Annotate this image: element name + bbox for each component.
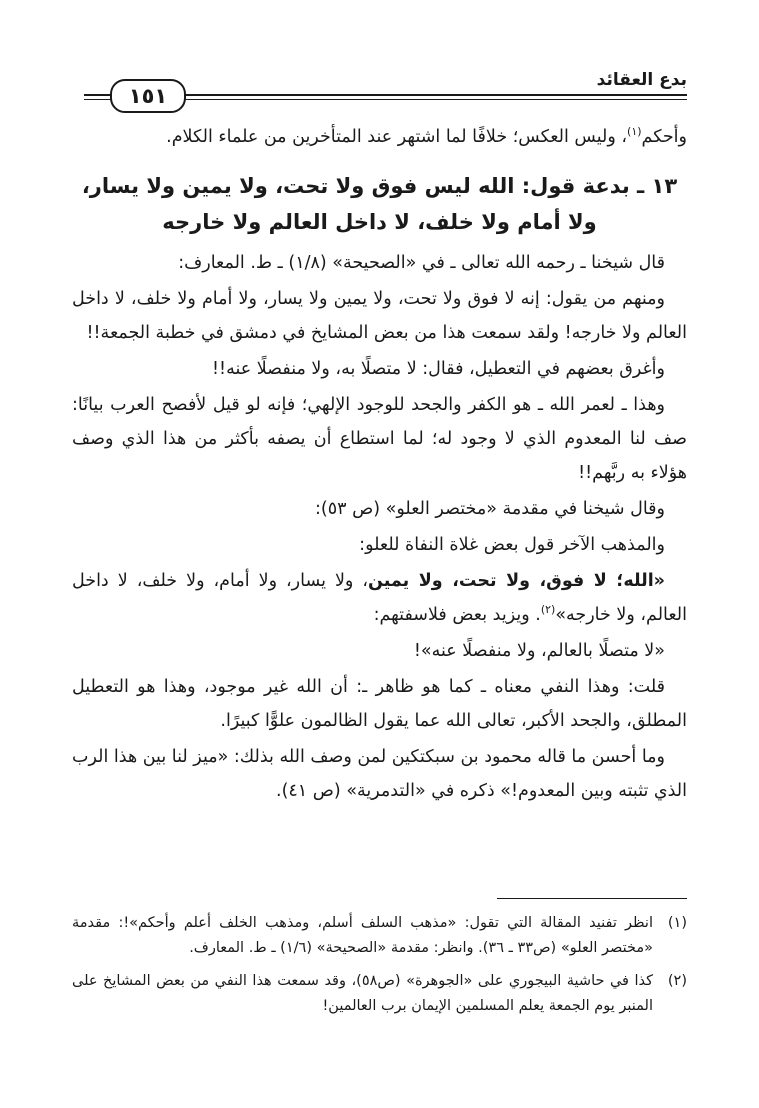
intro-paragraph	[72, 120, 687, 154]
paragraph-7	[72, 564, 687, 632]
footnote-2-text: كذا في حاشية البيجوري على «الجوهرة» (ص٥٨)، وقد سمعت هذا النفي من بعض المشايخ على المنبر يوم الجمعة يعلم المسلمين الإيمان برب العالمين!	[72, 973, 653, 1014]
footnote-2-number: (٢)	[667, 973, 687, 989]
running-title: بدع العقائد	[596, 70, 687, 90]
main-text	[72, 120, 687, 810]
footnotes	[72, 898, 687, 1027]
section-heading	[72, 168, 687, 240]
footnote-1-text: انظر تفنيد المقالة التي تقول: «مذهب السلف أسلم، ومذهب الخلف أعلم وأحكم»!: مقدمة «مختصر العلو» (ص٣٣ ـ ٣٦). وانظر: مقدمة «الصحيحة» (١/٦) ـ ط. المعارف.	[72, 915, 653, 956]
footnote-rule	[497, 898, 687, 899]
paragraph-3: وأغرق بعضهم في التعطيل، فقال: لا متصلًا به، ولا منفصلًا عنه!!	[212, 359, 665, 379]
paragraph-9: قلت: وهذا النفي معناه ـ كما هو ظاهر ـ: أن الله غير موجود، وهذا هو التعطيل المطلق، والجحد الأكبر، تعالى الله عما يقول الظالمون علوًّا كبيرًا.	[72, 677, 687, 731]
paragraph-2: ومنهم من يقول: إنه لا فوق ولا تحت، ولا يمين ولا يسار، ولا أمام ولا خلف، لا داخل العالم ولا خارجه! ولقد سمعت هذا من بعض المشايخ في دمشق في خطبة الجمعة!!	[72, 289, 687, 343]
quote-tail: . ويزيد بعض فلاسفتهم:	[373, 605, 541, 625]
page-header	[84, 66, 687, 114]
footnote-2	[72, 969, 687, 1019]
paragraph-1: قال شيخنا ـ رحمه الله تعالى ـ في «الصحيحة» (١/٨) ـ ط. المعارف:	[178, 253, 665, 273]
heading-line-2: ولا أمام ولا خلف، لا داخل العالم ولا خارجه	[162, 210, 597, 234]
paragraph-5: وقال شيخنا في مقدمة «مختصر العلو» (ص ٥٣):	[315, 499, 665, 519]
footnote-ref-1[interactable]: (١)	[627, 125, 642, 139]
intro-text: وأحكم	[641, 127, 687, 147]
paragraph-10: وما أحسن ما قاله محمود بن سبكتكين لمن وصف الله بذلك: «ميز لنا بين هذا الرب الذي تثبته وبين المعدوم!» ذكره في «التدمرية» (ص ٤١).	[72, 747, 687, 801]
footnote-ref-2[interactable]: (٢)	[540, 603, 556, 617]
paragraph-6: والمذهب الآخر قول بعض غلاة النفاة للعلو:	[359, 535, 665, 555]
footnote-1	[72, 911, 687, 961]
intro-text-rest: ، وليس العكس؛ خلافًا لما اشتهر عند المتأخرين من علماء الكلام.	[166, 127, 628, 147]
quote-rest: ، ولا يسار، ولا أمام، ولا خلف، لا داخل العالم، ولا خارجه»	[72, 571, 687, 625]
paragraph-4: وهذا ـ لعمر الله ـ هو الكفر والجحد للوجود الإلهي؛ فإنه لو قيل لأفصح العرب بيانًا: صف لنا المعدوم الذي لا وجود له؛ لما استطاع أن يصفه بأكثر من هذا الذي وصف هؤلاء به ربَّهم!!	[72, 395, 687, 483]
footnote-1-number: (١)	[667, 915, 687, 931]
page-number: ١٥١	[110, 79, 186, 113]
quote-bold: «الله؛ لا فوق، ولا تحت، ولا يمين	[368, 571, 665, 591]
heading-line-1: ١٣ ـ بدعة قول: الله ليس فوق ولا تحت، ولا يمين ولا يسار،	[81, 174, 678, 198]
paragraph-8: «لا متصلًا بالعالم، ولا منفصلًا عنه»!	[413, 641, 665, 661]
